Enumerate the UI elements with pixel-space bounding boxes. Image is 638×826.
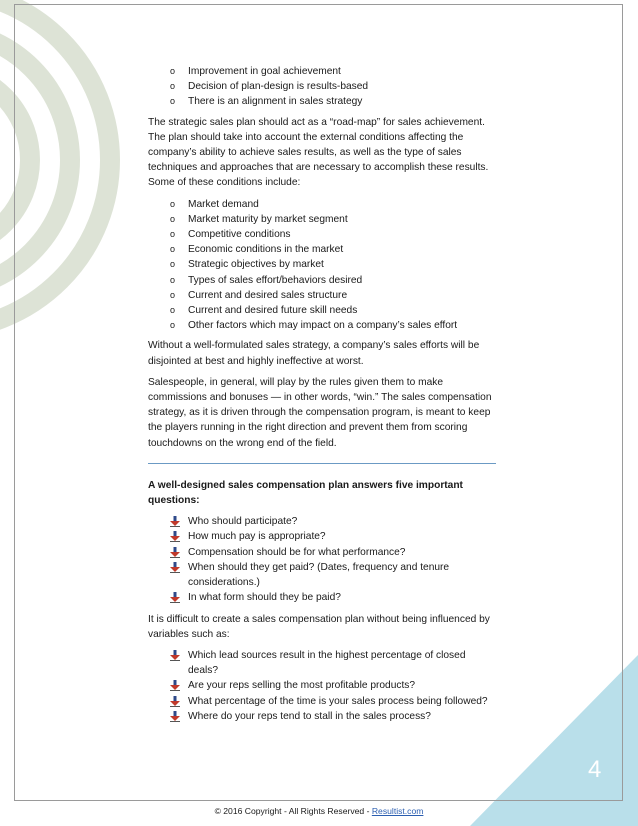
list-item: Are your reps selling the most profitable products? <box>148 678 498 693</box>
list-item: Which lead sources result in the highest percentage of closed deals? <box>148 648 498 678</box>
section-heading: A well-designed sales compensation plan answers five important questions: <box>148 479 463 507</box>
list-item: o Decision of plan-design is results-based <box>148 79 498 94</box>
bullet-o: o <box>170 96 176 107</box>
footer-link[interactable]: Resultist.com <box>371 806 424 816</box>
list-item: o Economic conditions in the market <box>148 242 498 257</box>
list-item: Who should participate? <box>148 514 498 529</box>
down-arrow-icon <box>170 516 180 527</box>
bullet-o: o <box>170 213 176 224</box>
list-item: When should they get paid? (Dates, frequency and tenure considerations.) <box>148 560 498 590</box>
list-item: o Other factors which may impact on a company’s sales effort <box>148 318 498 333</box>
list-item: What percentage of the time is your sales process being followed? <box>148 694 498 709</box>
footer-text: © 2016 Copyright - All Rights Reserved - <box>214 806 372 816</box>
list-item: Where do your reps tend to stall in the sales process? <box>148 709 498 724</box>
paragraph-salespeople: Salespeople, in general, will play by the rules given them to make commissions and bonuses — in other words, “win.” The sales compensation strategy, as it is driven through the compensation program, is meant to keep the players running in the right direction and prevent them from scoring touchdowns on the wrong end of the field. <box>148 376 492 449</box>
bullet-o: o <box>170 81 176 92</box>
bullet-o: o <box>170 198 176 209</box>
list-item: Compensation should be for what performance? <box>148 545 498 560</box>
bullet-o: o <box>170 244 176 255</box>
list-item: o Current and desired sales structure <box>148 288 498 303</box>
list-item: o Competitive conditions <box>148 227 498 242</box>
down-arrow-icon <box>170 592 180 603</box>
down-arrow-icon <box>170 531 180 542</box>
down-arrow-icon <box>170 547 180 558</box>
paragraph-strategic-plan: The strategic sales plan should act as a “road-map” for sales achievement. The plan should take into account the external conditions affecting the company’s ability to achieve sales results, as well as the type of sales techniques and approaches that are necessary to accomplish these results. Some of these conditions include: <box>148 116 489 189</box>
list-item: o Current and desired future skill needs <box>148 303 498 318</box>
paragraph-without-strategy: Without a well-formulated sales strategy, a company’s sales efforts will be disjointed at best and highly ineffective at worst. <box>148 340 480 367</box>
bullet-o: o <box>170 274 176 285</box>
list-item: o There is an alignment in sales strategy <box>148 94 498 109</box>
footer-copyright <box>0 806 638 816</box>
down-arrow-icon <box>170 680 180 691</box>
list-item: In what form should they be paid? <box>148 590 498 605</box>
down-arrow-icon <box>170 696 180 707</box>
paragraph-difficult: It is difficult to create a sales compensation plan without being influenced by variables such as: <box>148 613 490 640</box>
questions-list <box>148 514 498 605</box>
bullet-o: o <box>170 229 176 240</box>
bullet-o: o <box>170 320 176 331</box>
list-item: o Types of sales effort/behaviors desired <box>148 273 498 288</box>
down-arrow-icon <box>170 650 180 661</box>
list-item: o Market demand <box>148 197 498 212</box>
list-item: How much pay is appropriate? <box>148 529 498 544</box>
benefits-list <box>148 64 498 110</box>
bullet-o: o <box>170 259 176 270</box>
conditions-list <box>148 197 498 334</box>
down-arrow-icon <box>170 711 180 722</box>
list-item: o Improvement in goal achievement <box>148 64 498 79</box>
down-arrow-icon <box>170 562 180 573</box>
document-body <box>148 64 498 730</box>
variables-list <box>148 648 498 724</box>
section-divider <box>148 463 496 464</box>
bullet-o: o <box>170 66 176 76</box>
list-item: o Market maturity by market segment <box>148 212 498 227</box>
bullet-o: o <box>170 305 176 316</box>
bullet-o: o <box>170 289 176 300</box>
list-item: o Strategic objectives by market <box>148 257 498 272</box>
page-number: 4 <box>588 756 602 783</box>
